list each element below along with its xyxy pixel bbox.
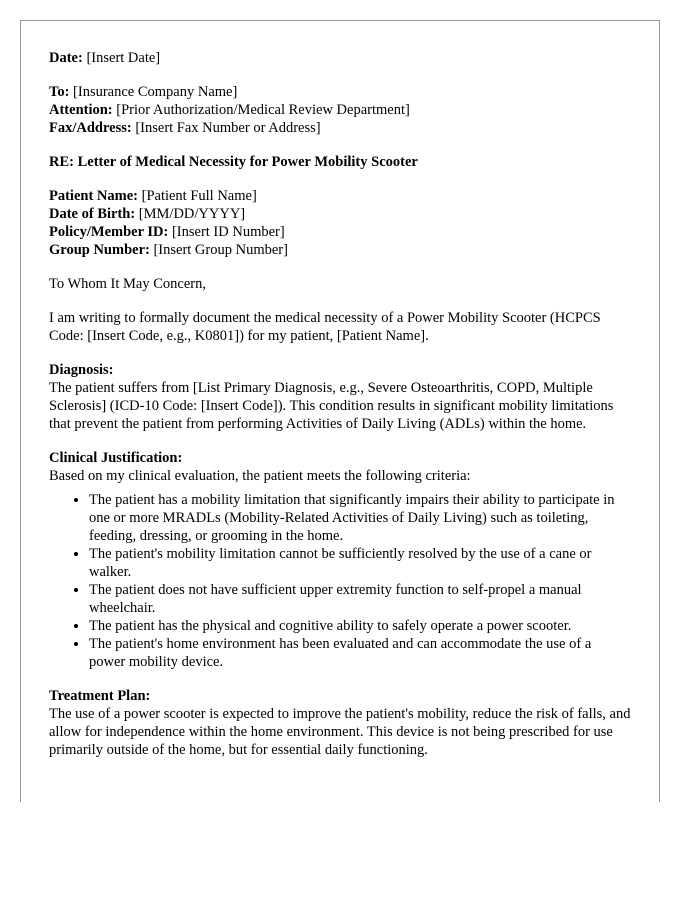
treatment-text: The use of a power scooter is expected to improve the patient's mobility, reduce the risk of falls, and allow for independence within the home environment. This device is not being prescribed for use primarily outside of the home, but for essential daily functioning. (49, 706, 631, 758)
treatment-heading: Treatment Plan: (49, 688, 151, 704)
date-label: Date: (49, 50, 83, 66)
to-value: [Insurance Company Name] (73, 84, 238, 100)
list-item: • The patient has a mobility limitation that significantly impairs their ability to participate in one or more MRADLs (Mobility-Related Activities of Daily Living) such as toileting, feeding, dressing, or grooming in the home. (89, 491, 631, 545)
to-label: To: (49, 84, 70, 100)
attention-value: [Prior Authorization/Medical Review Department] (116, 102, 410, 118)
policy-value: [Insert ID Number] (171, 224, 285, 240)
salutation: To Whom It May Concern, (49, 276, 206, 292)
dob-value: [MM/DD/YYYY] (138, 206, 246, 222)
policy-label: Policy/Member ID: (49, 224, 169, 240)
intro-paragraph: I am writing to formally document the medical necessity of a Power Mobility Scooter (HCPCS Code: [Insert Code, e.g., K0801]) for my patient, [Patient Name]. (49, 310, 601, 344)
group-label: Group Number: (49, 242, 150, 258)
list-item: • The patient's home environment has been evaluated and can accommodate the use of a power mobility device. (89, 635, 631, 671)
list-item: • The patient does not have sufficient upper extremity function to self-propel a manual wheelchair. (89, 581, 631, 617)
diagnosis-text: The patient suffers from [List Primary Diagnosis, e.g., Severe Osteoarthritis, COPD, Multiple Sclerosis] (ICD-10 Code: [Insert Code]). This condition results in significant mobility limitations that prevent the patient from performing Activities of Daily Living (ADLs) within the home. (49, 380, 614, 432)
date-value: [Insert Date] (86, 50, 161, 66)
justification-section (49, 449, 631, 671)
justification-intro: Based on my clinical evaluation, the patient meets the following criteria: (49, 468, 471, 484)
fax-label: Fax/Address: (49, 120, 132, 136)
patient-name-value: [Patient Full Name] (141, 188, 257, 204)
subject-line (49, 153, 631, 171)
justification-heading: Clinical Justification: (49, 450, 183, 466)
patient-info-block (49, 187, 631, 259)
list-item: • The patient's mobility limitation cannot be sufficiently resolved by the use of a cane or walker. (89, 545, 631, 581)
criteria-list (49, 491, 631, 671)
diagnosis-heading: Diagnosis: (49, 362, 114, 378)
recipient-block (49, 83, 631, 137)
list-item: • The patient has the physical and cognitive ability to safely operate a power scooter. (89, 617, 631, 635)
treatment-section (49, 687, 631, 759)
subject-text: RE: Letter of Medical Necessity for Power Mobility Scooter (49, 154, 418, 170)
letter-page (20, 20, 660, 802)
patient-name-label: Patient Name: (49, 188, 138, 204)
date-line (49, 49, 631, 67)
attention-label: Attention: (49, 102, 113, 118)
dob-label: Date of Birth: (49, 206, 136, 222)
diagnosis-section (49, 361, 631, 433)
fax-value: [Insert Fax Number or Address] (135, 120, 321, 136)
group-value: [Insert Group Number] (153, 242, 288, 258)
